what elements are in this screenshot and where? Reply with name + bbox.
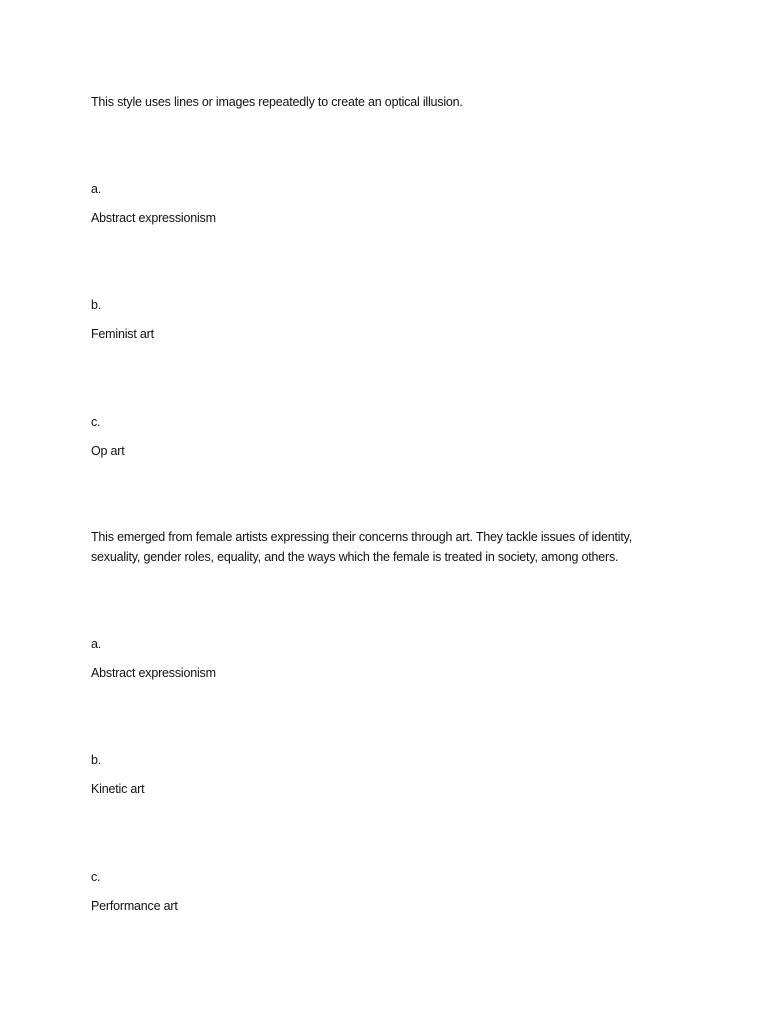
question-1-option-a-text: Abstract expressionism	[91, 211, 216, 225]
question-1-prompt: This style uses lines or images repeatedly to create an optical illusion.	[91, 95, 463, 109]
question-1-option-b-letter: b.	[91, 298, 102, 312]
question-2-prompt-line-2: sexuality, gender roles, equality, and the ways which the female is treated in society, among others.	[91, 550, 619, 564]
question-2-prompt-line-1: This emerged from female artists expressing their concerns through art. They tackle issues of identity,	[91, 530, 632, 544]
question-2-option-c-letter: c.	[91, 870, 101, 884]
question-2-option-c-text: Performance art	[91, 899, 178, 913]
question-1-option-a-letter: a.	[91, 182, 102, 196]
question-2-option-a-letter: a.	[91, 637, 102, 651]
question-1-option-c-text: Op art	[91, 444, 125, 458]
question-2-option-b-letter: b.	[91, 753, 102, 767]
question-2-option-b-text: Kinetic art	[91, 782, 145, 796]
question-2-option-a-text: Abstract expressionism	[91, 666, 216, 680]
question-1-option-c-letter: c.	[91, 415, 101, 429]
question-1-option-b-text: Feminist art	[91, 327, 154, 341]
